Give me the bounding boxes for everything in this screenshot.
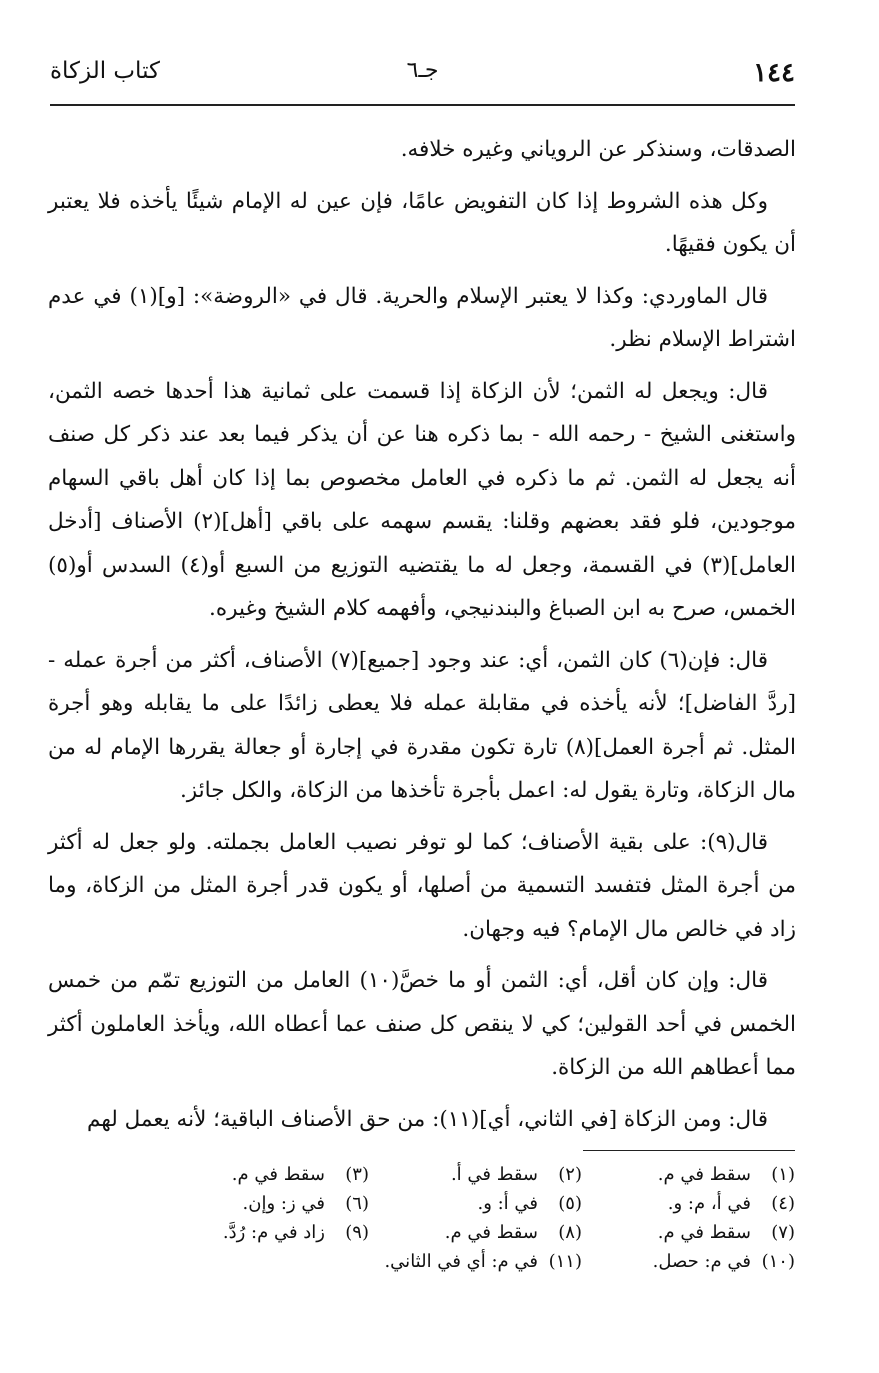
paragraph: قال: وإن كان أقل، أي: الثمن أو ما خصَّ(١٠) العامل من التوزيع تمّم من خمس الخمس في أحد القولين؛ كي لا ينقص كل صنف عما أعطاه الله، ويأخذ العاملون أكثر مما أعطاهم الله من الزكاة.	[48, 968, 796, 1080]
footnote-number: (١٠)	[761, 1251, 795, 1272]
main-text	[48, 128, 796, 1149]
footnote-divider	[583, 1150, 795, 1151]
paragraph: قال: ومن الزكاة [في الثاني، أي](١١): من حق الأصناف الباقية؛ لأنه يعمل لهم	[87, 1106, 768, 1132]
footnote-text: سقط في م.	[657, 1222, 751, 1243]
footnote-text: في م: أي في الثاني.	[384, 1251, 538, 1272]
footnote-number: (٢)	[558, 1164, 582, 1185]
footnote	[156, 1218, 369, 1247]
footnote	[369, 1160, 582, 1189]
footnote-number: (١)	[771, 1164, 795, 1185]
footnote-text: سقط في م.	[657, 1164, 751, 1185]
paragraph: قال: فإن(٦) كان الثمن، أي: عند وجود [جميع](٧) الأصناف، أكثر من أجرة عمله - [ردَّ الفاضل]؛ لأنه يأخذه في مقابلة عمله فلا يعطى زائدًا على ما يقابله وهو أجرة المثل. ثم أجرة العمل](٨) تارة تكون مقدرة في إجارة أو جعالة يقررها الإمام له من مال الزكاة، وتارة يقول له: اعمل بأجرة تأخذها من الزكاة، والكل جائز.	[48, 647, 796, 803]
footnote-number: (٣)	[345, 1164, 369, 1185]
footnote	[582, 1218, 795, 1247]
footnote-text: زاد في م: رُدَّ.	[222, 1222, 325, 1243]
header-divider	[50, 104, 795, 106]
footnote	[369, 1218, 582, 1247]
paragraph: الصدقات، وسنذكر عن الروياني وغيره خلافه.	[400, 137, 796, 162]
footnote-number: (٨)	[558, 1222, 582, 1243]
footnote-number: (٦)	[345, 1193, 369, 1214]
footnote-text: في أ: و.	[477, 1193, 538, 1214]
footnote-text: في أ، م: و.	[667, 1193, 751, 1214]
footnotes	[155, 1160, 795, 1276]
footnote-row	[155, 1247, 795, 1276]
footnote	[582, 1247, 795, 1276]
book-title: كتاب الزكاة	[50, 58, 160, 84]
footnote-text: في ز: وإن.	[242, 1193, 325, 1214]
footnote-number: (٤)	[771, 1193, 795, 1214]
page-number: ١٤٤	[753, 58, 795, 88]
footnote-text: سقط في م.	[444, 1222, 538, 1243]
footnote-row	[155, 1189, 795, 1218]
footnote	[582, 1189, 795, 1218]
footnote-number: (٥)	[558, 1193, 582, 1214]
footnote	[582, 1160, 795, 1189]
paragraph: قال: ويجعل له الثمن؛ لأن الزكاة إذا قسمت على ثمانية هذا أحدها خصه الثمن، واستغنى الشيخ - رحمه الله - بما ذكره هنا عن أن يذكر فيما بعد عند ذكر كل صنف أنه يجعل له الثمن. ثم ما ذكره في العامل مخصوص بما إذا كان أهل باقي السهام موجودين، فلو فقد بعضهم وقلنا: يقسم سهمه على باقي [أهل](٢) الأصناف [أدخل العامل](٣) في القسمة، وجعل له ما يقتضيه التوزيع من السبع أو(٤) السدس أو(٥) الخمس، صرح به ابن الصباغ والبندنيجي، وأفهمه كلام الشيخ وغيره.	[48, 378, 796, 621]
footnote	[156, 1160, 369, 1189]
footnote-number: (٧)	[771, 1222, 795, 1243]
footnote-text: سقط في أ.	[450, 1164, 538, 1185]
footnote	[156, 1189, 369, 1218]
paragraph: قال الماوردي: وكذا لا يعتبر الإسلام والحرية. قال في «الروضة»: [و](١) في عدم اشتراط الإسلام نظر.	[48, 283, 796, 352]
running-header	[50, 58, 795, 98]
footnote-number: (١١)	[548, 1251, 582, 1272]
volume-label: جـ٦	[406, 58, 439, 83]
footnote	[369, 1189, 582, 1218]
footnote	[322, 1247, 582, 1276]
footnote-text: سقط في م.	[231, 1164, 325, 1185]
footnote-row	[155, 1160, 795, 1189]
paragraph: وكل هذه الشروط إذا كان التفويض عامًا، فإن عين له الإمام شيئًا يأخذه فلا يعتبر أن يكون فقيهًا.	[48, 188, 796, 257]
footnote-text: في م: حصل.	[652, 1251, 751, 1272]
footnote-number: (٩)	[345, 1222, 369, 1243]
paragraph: قال(٩): على بقية الأصناف؛ كما لو توفر نصيب العامل بجملته. ولو جعل له أكثر من أجرة المثل فتفسد التسمية من أصلها، أو يكون قدر أجرة المثل من الزكاة، وما زاد في خالص مال الإمام؟ فيه وجهان.	[48, 829, 796, 942]
footnote-row	[155, 1218, 795, 1247]
